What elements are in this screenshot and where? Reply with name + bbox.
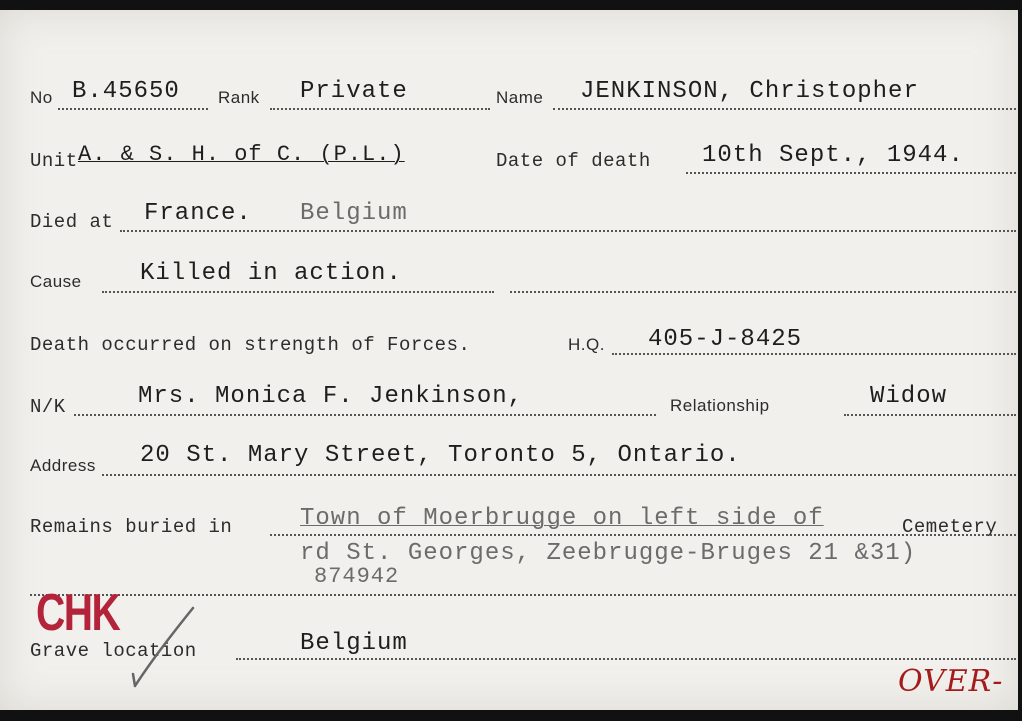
- remains-dots-2: [30, 594, 1016, 596]
- hq-dots: [612, 353, 1016, 355]
- cause-label: Cause: [30, 272, 82, 291]
- relationship-dots: [844, 414, 1016, 416]
- cause-dots: [102, 291, 494, 293]
- name-value: JENKINSON, Christopher: [580, 78, 919, 105]
- grave-location-label: Grave location: [30, 640, 197, 662]
- grave-location-dots: [236, 658, 1016, 660]
- date-of-death-label: Date of death: [496, 150, 651, 172]
- died-at-value-extra: Belgium: [300, 200, 408, 227]
- relationship-label: Relationship: [670, 396, 770, 415]
- rank-label: Rank: [218, 88, 260, 107]
- chk-stamp: CHK: [36, 584, 120, 642]
- name-label: Name: [496, 88, 544, 107]
- no-value: B.45650: [72, 78, 180, 105]
- remains-label: Remains buried in: [30, 516, 233, 538]
- address-dots: [102, 474, 1016, 476]
- unit-value: A. & S. H. of C. (P.L.): [78, 142, 405, 167]
- died-at-label: Died at: [30, 211, 114, 233]
- relationship-value: Widow: [870, 383, 948, 410]
- check-mark-icon: [125, 600, 205, 700]
- date-of-death-value: 10th Sept., 1944.: [702, 142, 964, 169]
- address-label: Address: [30, 456, 96, 475]
- cause-dots-2: [510, 291, 1016, 293]
- cemetery-label: Cemetery: [902, 516, 998, 538]
- remains-line2: rd St. Georges, Zeebrugge-Bruges 21 &31): [300, 540, 917, 567]
- hq-label: H.Q.: [568, 335, 605, 354]
- rank-dots: [270, 108, 490, 110]
- grave-location-value: Belgium: [300, 630, 408, 657]
- no-label: No: [30, 88, 53, 107]
- name-dots: [553, 108, 1016, 110]
- remains-line1: Town of Moerbrugge on left side of: [300, 505, 824, 532]
- died-at-dots: [120, 230, 1016, 232]
- nk-label: N/K: [30, 396, 66, 418]
- rank-value: Private: [300, 78, 408, 105]
- address-value: 20 St. Mary Street, Toronto 5, Ontario.: [140, 442, 741, 469]
- died-at-value: France.: [144, 200, 252, 227]
- date-of-death-dots: [686, 172, 1016, 174]
- nk-dots: [74, 414, 656, 416]
- remains-dots: [270, 534, 1016, 536]
- hq-value: 405-J-8425: [648, 326, 803, 353]
- cause-value: Killed in action.: [140, 260, 402, 287]
- nk-value: Mrs. Monica F. Jenkinson,: [138, 383, 524, 410]
- remains-line3: 874942: [314, 564, 400, 589]
- unit-label: Unit: [30, 150, 78, 172]
- strength-label: Death occurred on strength of Forces.: [30, 334, 471, 356]
- over-handwriting: OVER-: [898, 664, 1004, 699]
- no-dots: [58, 108, 208, 110]
